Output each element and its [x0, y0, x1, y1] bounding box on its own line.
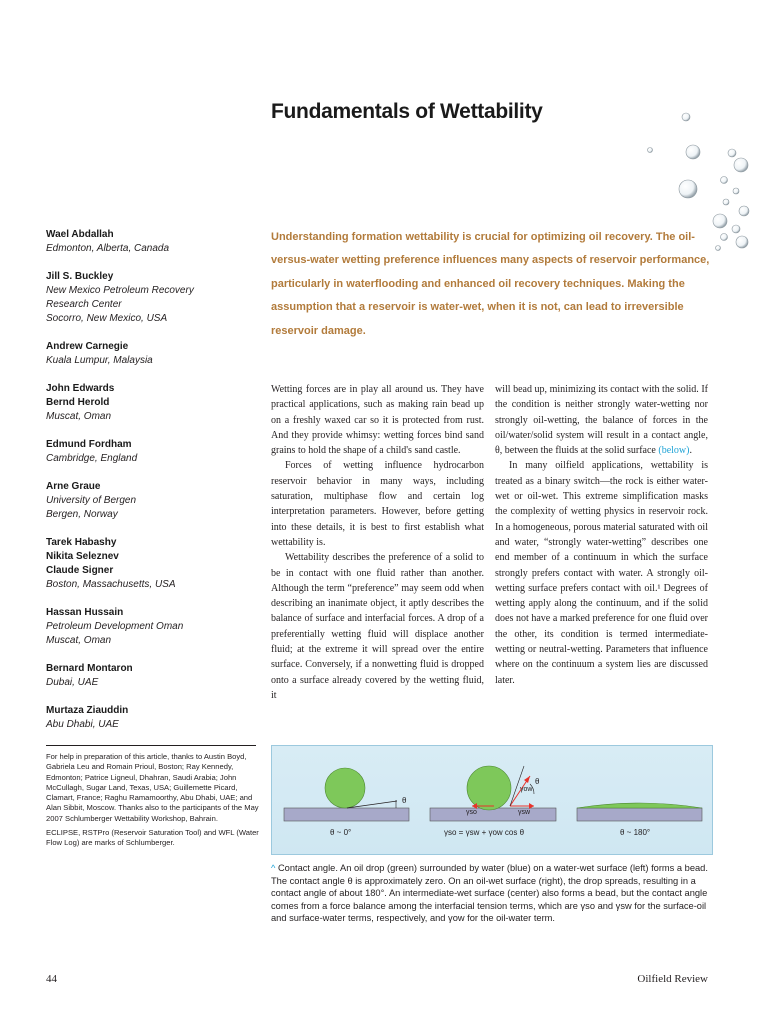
- author-group: [46, 340, 261, 368]
- body-column-right: [495, 382, 708, 688]
- author-affiliation: Abu Dhabi, UAE: [46, 719, 119, 730]
- author-name: Edmund Fordham: [46, 439, 132, 450]
- journal-name: Oilfield Review: [637, 973, 708, 985]
- body-paragraph: Wetting forces are in play all around us. They have practical applications, such as making rain bead up on a freshly waxed car so it is protected from rust. And they provide whimsy: wetting forces bind sand grains to hold the shape of a child's sand castle.: [271, 384, 484, 457]
- solid-surface-left: [284, 808, 409, 821]
- solid-surface-center: [430, 808, 556, 821]
- author-name: John Edwards: [46, 383, 115, 394]
- body-paragraph: Wettability describes the preference of a solid to be in contact with one fluid rather than another. Although the term “preference” may seem odd when describing an inanimate object, it aptly describes the balance of surface and interfacial forces. A drop of a preferentially wetting fluid will displace another fluid; at the extreme it will spread over the entire surface. Conversely, if a nonwetting fluid is dropped onto a surface already covered by the wetting fluid, it: [271, 552, 484, 701]
- author-group: [46, 704, 261, 732]
- author-group: [46, 662, 261, 690]
- figure-caption: ^ Contact angle. An oil drop (green) surrounded by water (blue) on a water-wet surface (left) forms a bead. The contact angle θ is approximately zero. On an oil-wet surface (right), the drop spreads, resulting in a contact angle of about 180°. An intermediate-wet surface (center) also forms a bead, but the contact angle comes from a force balance among the interfacial tension terms, which are γso and γsw for the surface-oil and surface-water terms, respectively, and γow for the oil-water term.: [271, 863, 708, 923]
- author-name: Jill S. Buckley: [46, 271, 114, 282]
- footnote-trademarks: ECLIPSE, RSTPro (Reservoir Saturation Tool) and WFL (Water Flow Log) are marks of Schlumberger.: [46, 828, 259, 848]
- footnote-divider: [46, 745, 256, 746]
- author-group: [46, 228, 261, 256]
- author-group: [46, 438, 261, 466]
- author-affiliation: Boston, Massachusetts, USA: [46, 579, 176, 590]
- author-affiliation: Muscat, Oman: [46, 411, 112, 422]
- author-affiliation: Dubai, UAE: [46, 677, 99, 688]
- body-paragraph: Forces of wetting influence hydrocarbon reservoir behavior in many ways, including saturation, multiphase flow and certain log interpretation parameters. However, before getting into these details, it is best to first establish what wettability is.: [271, 460, 484, 548]
- author-group: [46, 270, 261, 326]
- left-angle-label: θ ~ 0°: [330, 828, 352, 837]
- author-name: Arne Graue: [46, 481, 101, 492]
- contact-angle-figure: [271, 745, 713, 855]
- author-affiliation: Research Center: [46, 299, 122, 310]
- footnotes: [46, 752, 261, 853]
- author-affiliation: Bergen, Norway: [46, 509, 118, 520]
- right-angle-label: θ ~ 180°: [620, 828, 651, 837]
- author-name: Bernard Montaron: [46, 663, 133, 674]
- author-affiliation: Cambridge, England: [46, 453, 138, 464]
- author-group: [46, 606, 261, 648]
- author-affiliation: Muscat, Oman: [46, 635, 112, 646]
- author-name: Tarek Habashy: [46, 537, 117, 548]
- author-name: Bernd Herold: [46, 397, 110, 408]
- body-paragraph: In many oilfield applications, wettability is treated as a binary switch—the rock is either water-wet or oil-wet. This extreme simplification masks the complexity of wetting physics in reservoir rock. In a homogeneous, porous material saturated with oil and water, “strongly water-wetting” describes one end member of a continuum in which the surface strongly prefers contact with water. A strongly oil-wetting surface prefers contact with oil.¹ Degrees of wetting apply along the continuum, and if the solid does not have a marked preference for one fluid over the other, its condition is termed intermediate-wetting or neutral-wetting. Parameters that influence where on the continuum a system lies are discussed later.: [495, 460, 708, 686]
- author-affiliation: Edmonton, Alberta, Canada: [46, 243, 170, 254]
- author-name: Nikita Seleznev: [46, 551, 119, 562]
- gamma-so-label: γso: [466, 809, 477, 816]
- author-group: [46, 536, 261, 592]
- theta-label-left: θ: [402, 796, 407, 805]
- force-balance-equation: γso = γsw + γow cos θ: [444, 828, 525, 837]
- oil-film-right: [577, 803, 702, 808]
- author-name: Claude Signer: [46, 565, 114, 576]
- author-name: Andrew Carnegie: [46, 341, 129, 352]
- contact-angle-diagram: [272, 746, 714, 856]
- gamma-ow-label: γow: [520, 786, 533, 793]
- author-name: Wael Abdallah: [46, 229, 114, 240]
- author-group: [46, 480, 261, 522]
- solid-surface-right: [577, 808, 702, 821]
- page-number: 44: [46, 973, 57, 985]
- author-name: Hassan Hussain: [46, 607, 124, 618]
- body-column-left: [271, 382, 484, 703]
- caption-marker-icon: ^: [271, 863, 276, 873]
- author-affiliation: Socorro, New Mexico, USA: [46, 313, 168, 324]
- author-affiliation: University of Bergen: [46, 495, 137, 506]
- author-name: Murtaza Ziauddin: [46, 705, 129, 716]
- figure-reference-link[interactable]: (below): [658, 445, 690, 457]
- author-group: [46, 382, 261, 424]
- oil-drop-left: [325, 768, 365, 808]
- body-paragraph: will bead up, minimizing its contact with the solid. If the condition is neither strongly water-wetting nor strongly oil-wetting, the balance of forces in the oil/water/solid system will result in a contact angle, θ, between the fluids at the solid surface (below).: [495, 384, 708, 457]
- theta-label-center: θ: [535, 777, 540, 786]
- author-list: [46, 228, 261, 746]
- footnote-acknowledgments: For help in preparation of this article, thanks to Austin Boyd, Gabriela Leu and Romain Prioul, Boston; Ray Kennedy, Edmonton; Patrice Ligneul, Dhahran, Saudi Arabia; John McCullagh, Sugar Land, Texas, USA; Guillemette Picard, Clamart, France; Raghu Ramamoorthy, Abu Dhabi, UAE; and Alan Sibbit, Moscow. Thanks also to the participants of the May 2007 Schlumberger Wettability Workshop, Bahrain.: [46, 752, 259, 823]
- gamma-sw-label: γsw: [518, 809, 531, 816]
- article-title: Fundamentals of Wettability: [271, 100, 543, 123]
- author-affiliation: Kuala Lumpur, Malaysia: [46, 355, 153, 366]
- oil-drop-center: [467, 766, 511, 810]
- author-affiliation: New Mexico Petroleum Recovery: [46, 285, 194, 296]
- abstract: Understanding formation wettability is crucial for optimizing oil recovery. The oil-versus-water wetting preference influences many aspects of reservoir performance, particularly in waterflooding and enhanced oil recovery techniques. Making the assumption that a reservoir is water-wet, when it is not, can lead to irreversible reservoir damage.: [271, 231, 710, 337]
- author-affiliation: Petroleum Development Oman: [46, 621, 184, 632]
